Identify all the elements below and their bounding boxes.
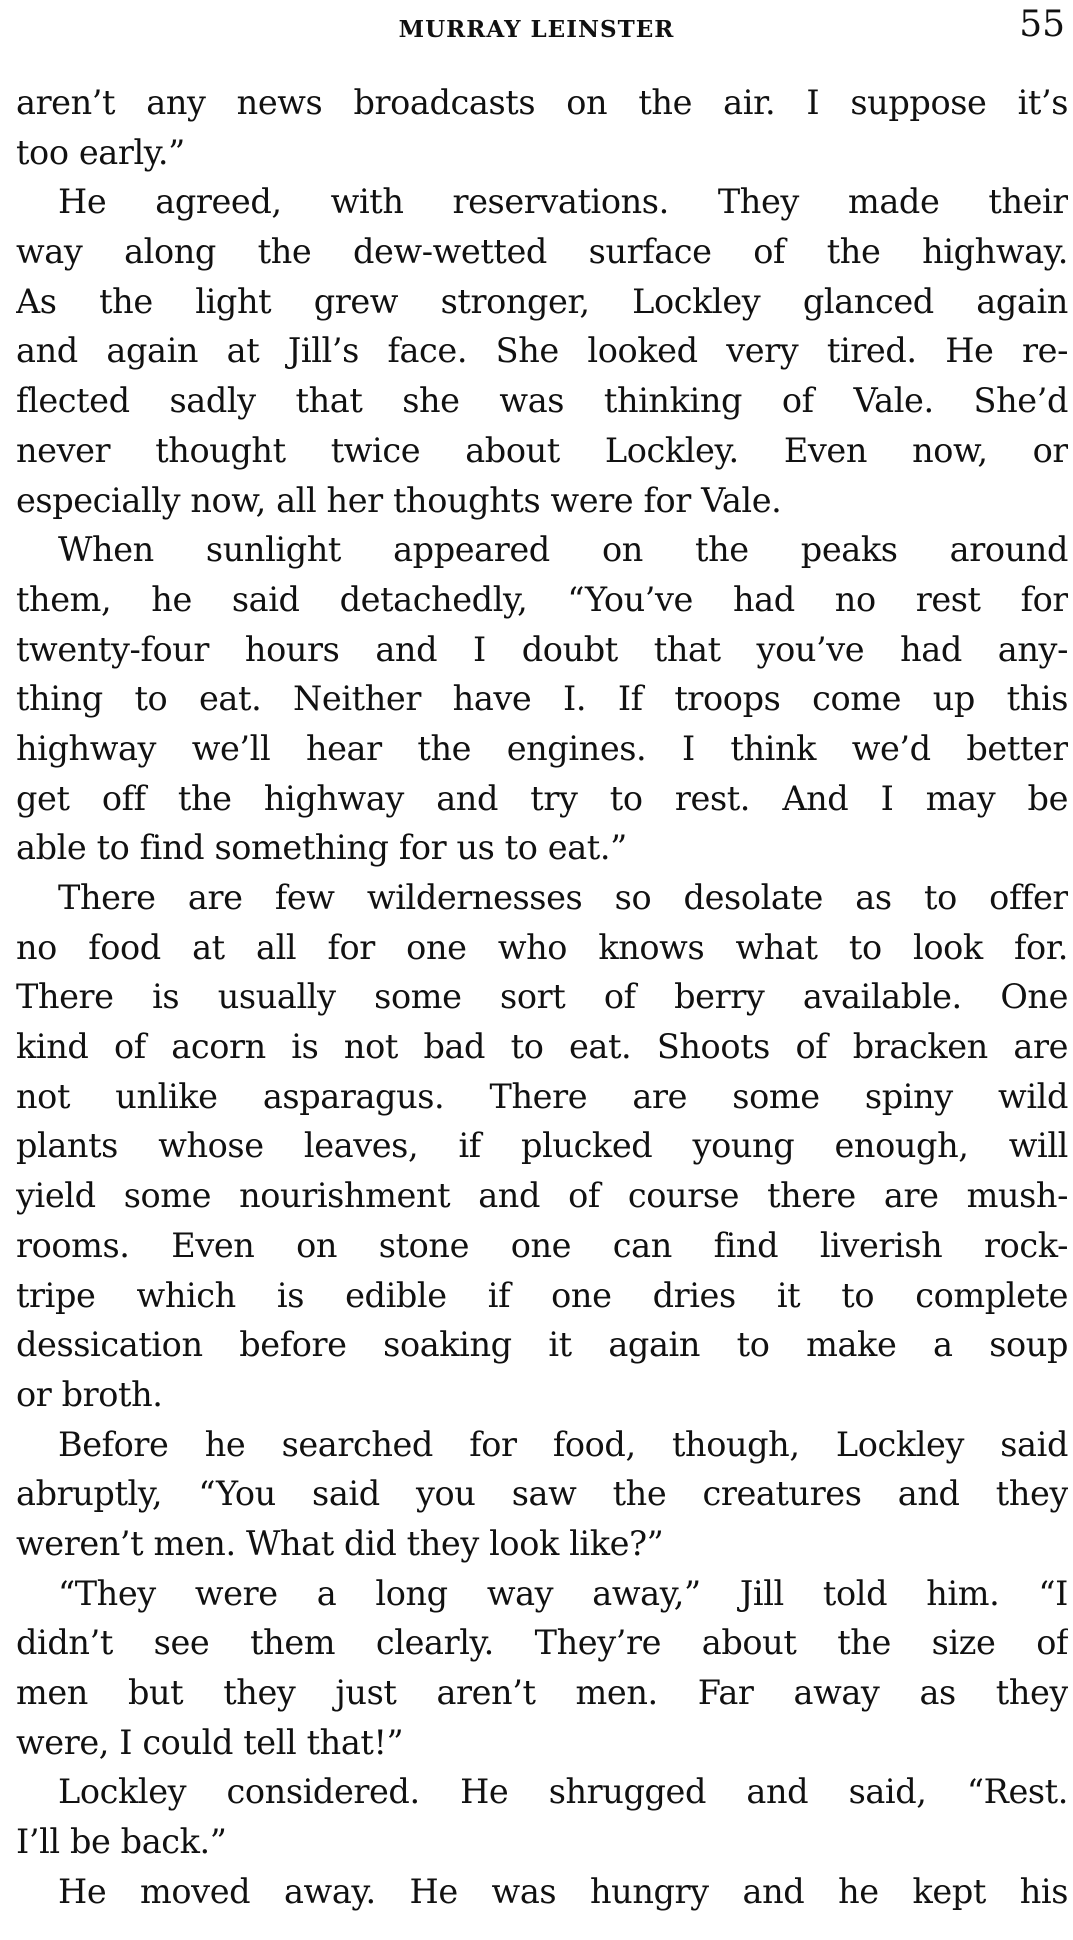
text-line: highway we’ll hear the engines. I think we’d better — [16, 728, 1068, 768]
text-line: abruptly, “You said you saw the creatures and they — [16, 1474, 1068, 1514]
text-line: way along the dew-wetted surface of the highway. — [16, 232, 1068, 272]
text-line: not unlike asparagus. There are some spiny wild — [16, 1076, 1068, 1116]
text-line: He moved away. He was hungry and he kept his — [58, 1871, 1068, 1911]
text-line: or broth. — [16, 1374, 163, 1414]
text-line: Before he searched for food, though, Lockley said — [58, 1424, 1068, 1464]
body-text — [16, 78, 1068, 1916]
text-line: When sunlight appeared on the peaks around — [58, 530, 1068, 570]
text-line: able to find something for us to eat.” — [16, 828, 627, 868]
text-line: twenty-four hours and I doubt that you’ve had any- — [16, 629, 1068, 669]
text-line: kind of acorn is not bad to eat. Shoots of bracken are — [16, 1027, 1068, 1067]
text-line: and again at Jill’s face. She looked very tired. He re- — [16, 331, 1068, 371]
text-line: especially now, all her thoughts were for Vale. — [16, 480, 782, 520]
running-title: MURRAY LEINSTER — [398, 16, 675, 43]
text-line: As the light grew stronger, Lockley glanced again — [16, 281, 1068, 321]
text-line: He agreed, with reservations. They made their — [58, 182, 1068, 222]
text-line: “They were a long way away,” Jill told him. “I — [58, 1573, 1068, 1613]
text-line: rooms. Even on stone one can find liverish rock- — [16, 1225, 1068, 1265]
text-line: aren’t any news broadcasts on the air. I suppose it’s — [16, 83, 1068, 122]
text-line: thing to eat. Neither have I. If troops come up this — [16, 679, 1068, 719]
text-line: were, I could tell that!” — [16, 1722, 404, 1762]
text-line: no food at all for one who knows what to look for. — [16, 927, 1068, 967]
text-line: dessication before soaking it again to make a soup — [16, 1325, 1068, 1365]
text-line: never thought twice about Lockley. Even now, or — [16, 430, 1068, 470]
text-line: Lockley considered. He shrugged and said, “Rest. — [58, 1772, 1068, 1812]
text-line: too early.” — [16, 132, 185, 172]
running-head — [0, 4, 1073, 52]
text-line: I’ll be back.” — [16, 1822, 227, 1862]
text-line: plants whose leaves, if plucked young enough, will — [16, 1126, 1068, 1166]
page-number: 55 — [1019, 4, 1065, 45]
text-line: flected sadly that she was thinking of Vale. She’d — [16, 381, 1068, 421]
text-line: tripe which is edible if one dries it to complete — [16, 1275, 1068, 1315]
text-line: There are few wildernesses so desolate as to offer — [58, 878, 1068, 917]
text-line: men but they just aren’t men. Far away as they — [16, 1673, 1068, 1712]
text-line: get off the highway and try to rest. And I may be — [16, 778, 1068, 818]
text-line: didn’t see them clearly. They’re about the size of — [16, 1623, 1068, 1663]
text-line: There is usually some sort of berry available. One — [16, 977, 1068, 1017]
text-line: them, he said detachedly, “You’ve had no rest for — [16, 579, 1068, 619]
text-line: yield some nourishment and of course there are mush- — [16, 1176, 1068, 1216]
text-line: weren’t men. What did they look like?” — [16, 1523, 664, 1563]
